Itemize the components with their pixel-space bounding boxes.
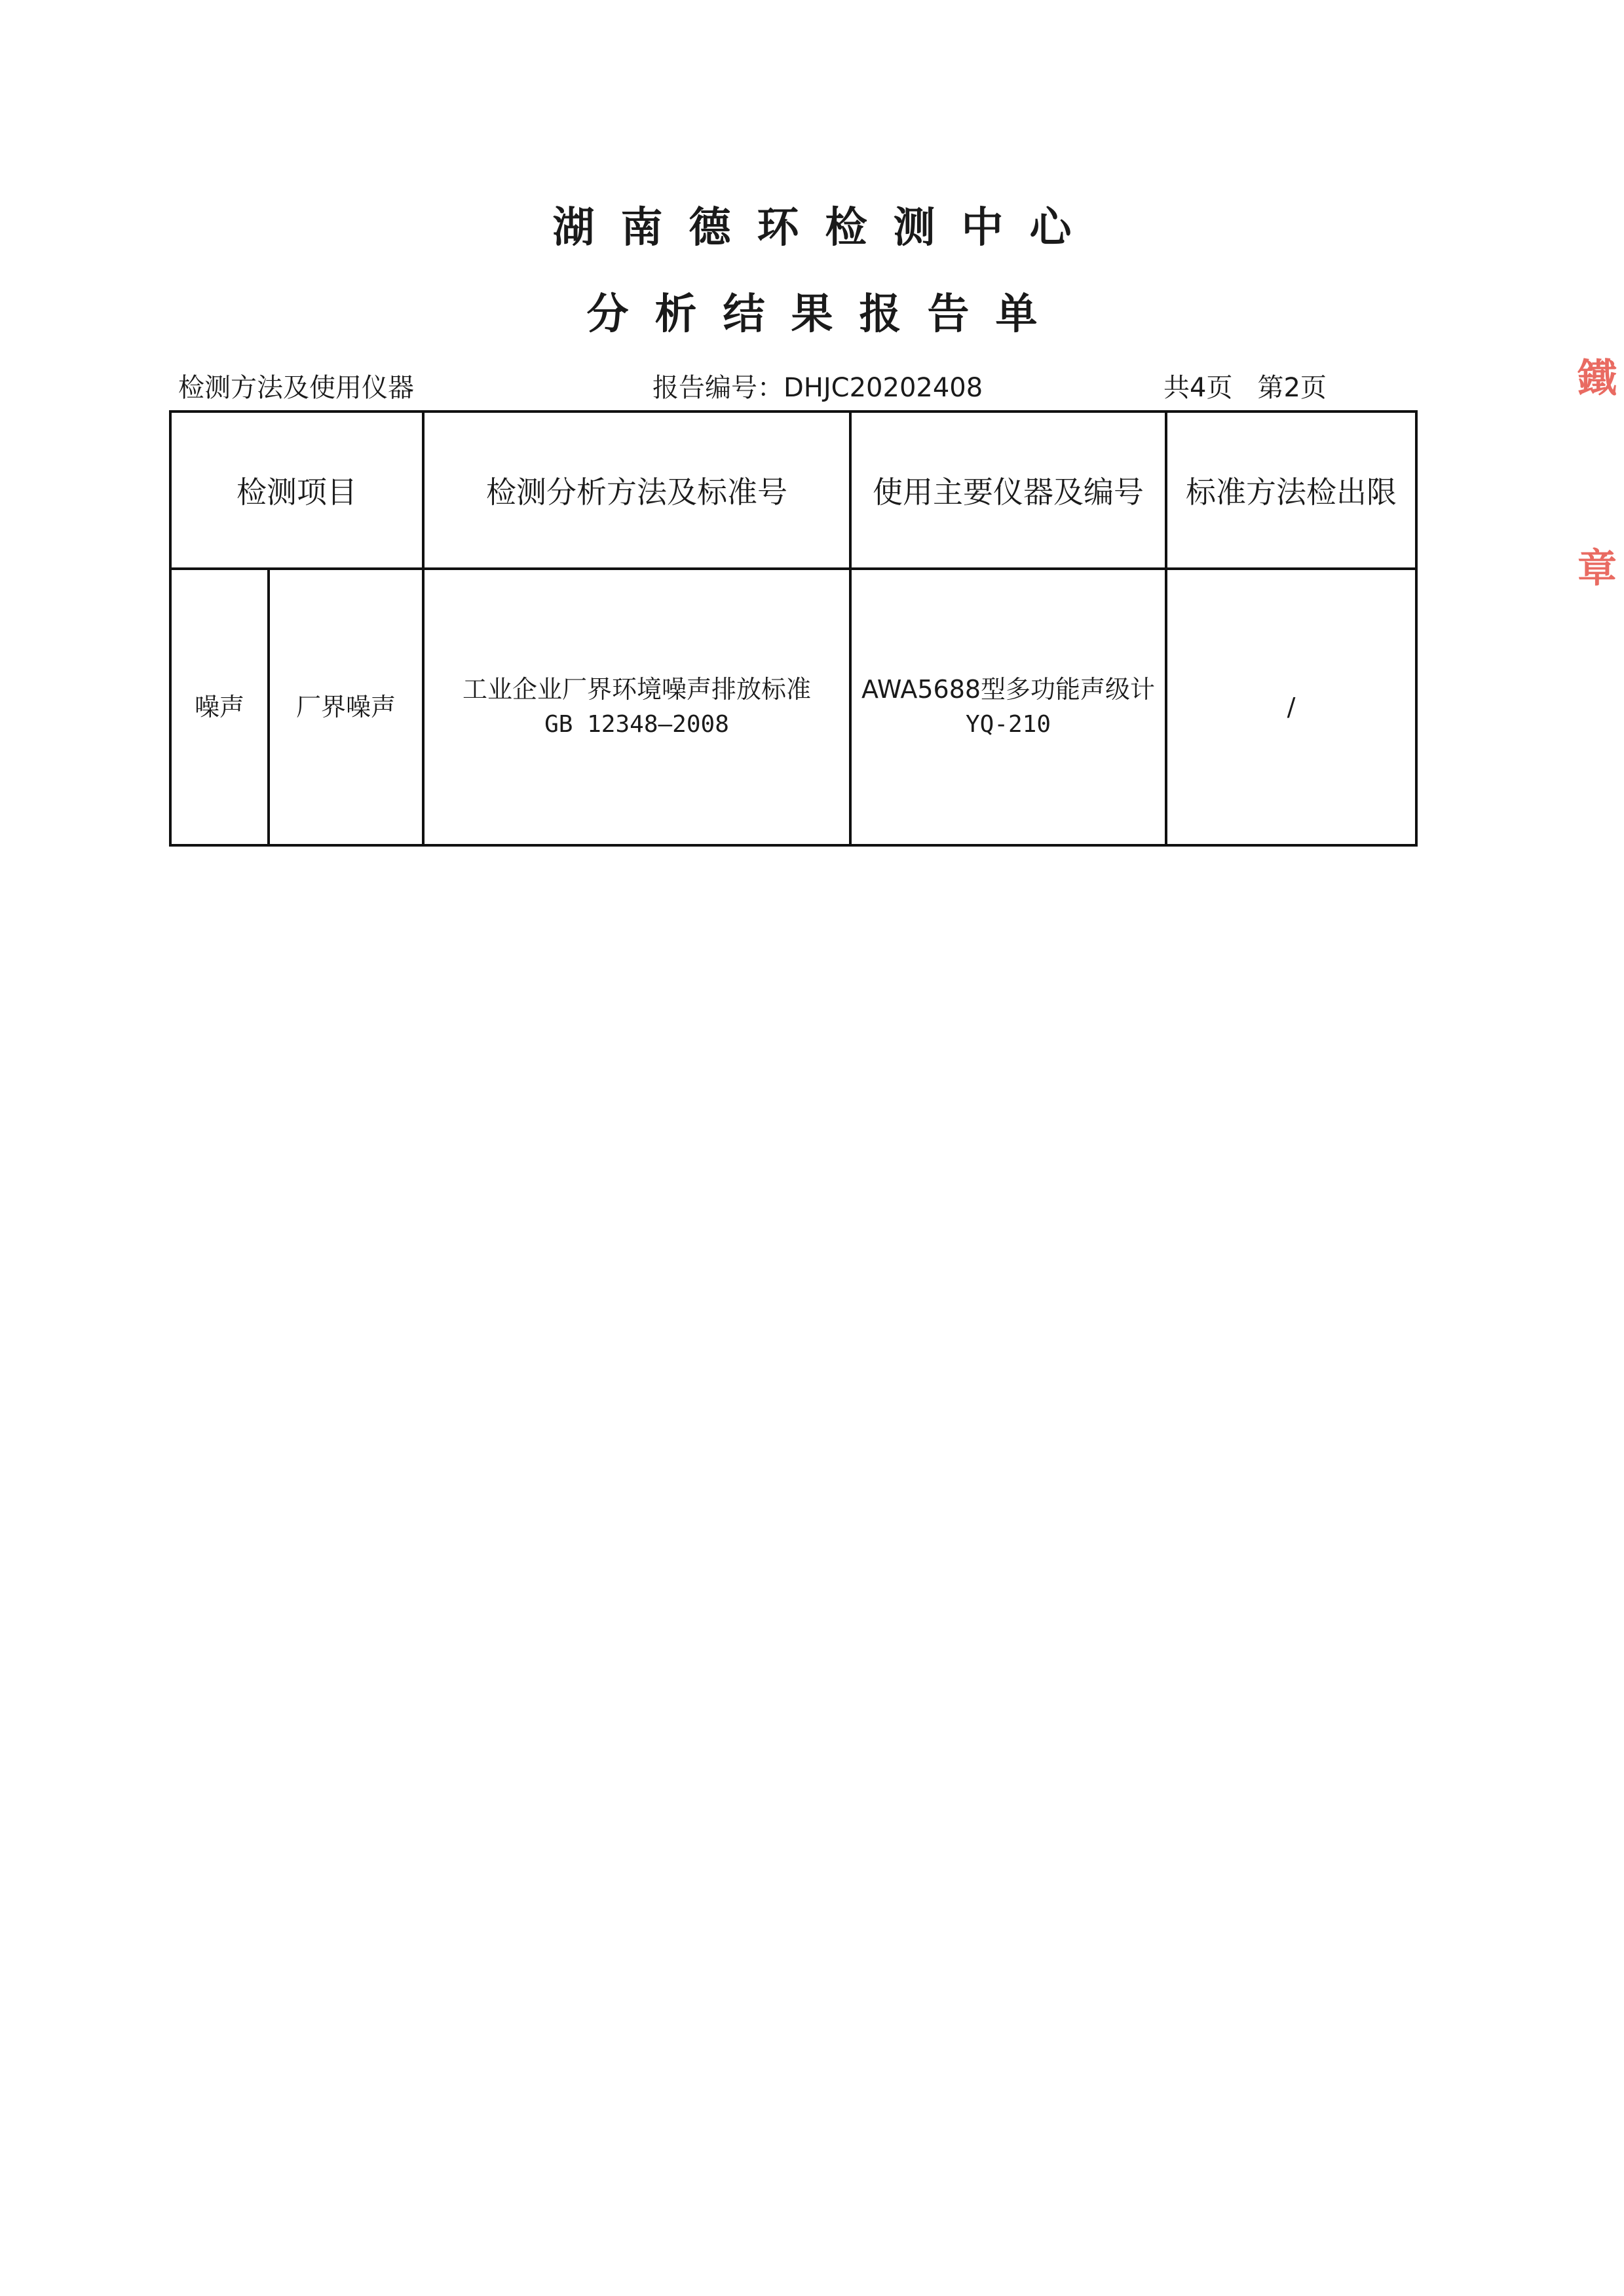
seal-stamp-fragment-bottom: 章 [1577, 546, 1617, 592]
instrument-name: AWA5688型多功能声级计 [861, 675, 1156, 704]
header-item: 检测项目 [170, 411, 423, 569]
row-item: 厂界噪声 [269, 569, 423, 845]
method-name: 工业企业厂界环境噪声排放标准 [462, 675, 811, 704]
row-category: 噪声 [170, 569, 269, 845]
org-title: 湖南德环检测中心 [552, 204, 1098, 252]
row-limit: / [1166, 569, 1416, 845]
row-instrument [850, 569, 1166, 845]
table-header-row [170, 411, 1416, 569]
page-indicator [1163, 372, 1327, 404]
total-pages: 共4页 [1163, 373, 1233, 403]
instrument-code: YQ-210 [965, 711, 1051, 738]
current-page: 第2页 [1257, 373, 1327, 403]
seal-stamp-fragment-top: 鐵 [1577, 356, 1617, 402]
section-label: 检测方法及使用仪器 [178, 373, 414, 403]
header-limit: 标准方法检出限 [1166, 411, 1416, 569]
table-row [170, 569, 1416, 845]
header-instrument: 使用主要仪器及编号 [850, 411, 1166, 569]
header-method: 检测分析方法及标准号 [423, 411, 850, 569]
result-table [169, 410, 1418, 847]
report-title: 分析结果报告单 [586, 290, 1064, 339]
row-method [423, 569, 850, 845]
report-number: 报告编号：DHJC20202408 [652, 373, 983, 403]
method-code: GB 12348—2008 [544, 711, 729, 738]
